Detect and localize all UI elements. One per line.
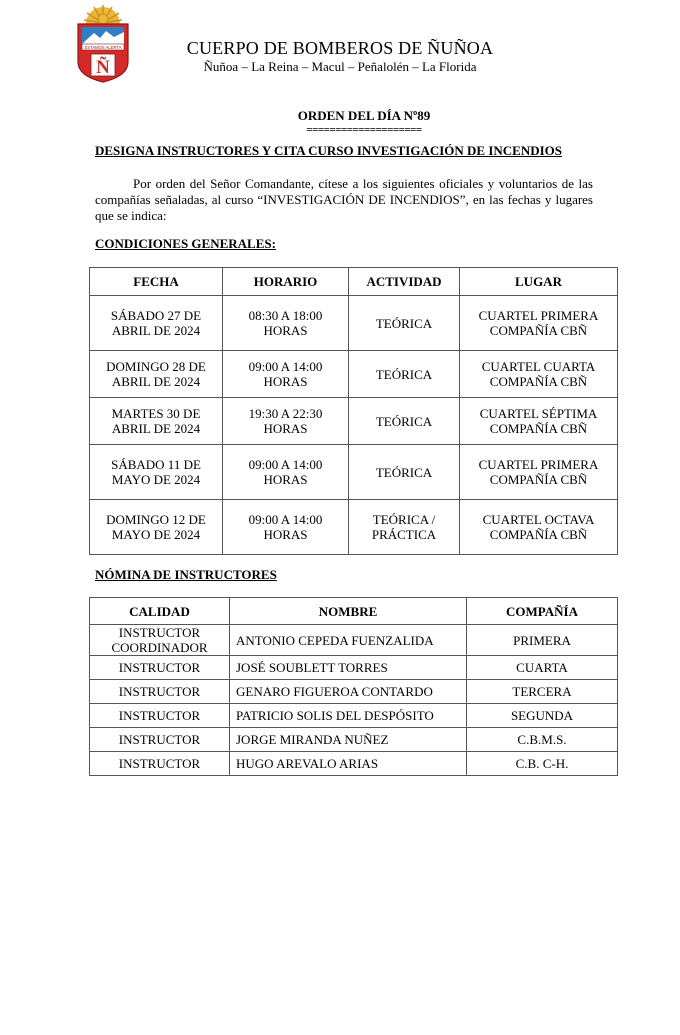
calidad-cell: INSTRUCTOR xyxy=(90,728,230,752)
nombre-cell: HUGO AREVALO ARIAS xyxy=(230,752,467,776)
instructor-row xyxy=(90,728,618,752)
nombre-cell: ANTONIO CEPEDA FUENZALIDA xyxy=(230,625,467,656)
nombre-cell: GENARO FIGUEROA CONTARDO xyxy=(230,680,467,704)
instructor-row xyxy=(90,704,618,728)
compania-cell: C.B. C-H. xyxy=(467,752,618,776)
lugar-cell: CUARTEL PRIMERA COMPAÑÍA CBÑ xyxy=(460,296,618,351)
compania-cell: TERCERA xyxy=(467,680,618,704)
actividad-cell: TEÓRICA xyxy=(349,398,460,445)
schedule-table xyxy=(89,267,618,555)
calidad-cell: INSTRUCTOR COORDINADOR xyxy=(90,625,230,656)
col-actividad: ACTIVIDAD xyxy=(349,268,460,296)
actividad-cell: TEÓRICA / PRÁCTICA xyxy=(349,500,460,555)
nombre-cell: JORGE MIRANDA NUÑEZ xyxy=(230,728,467,752)
actividad-cell: TEÓRICA xyxy=(349,351,460,398)
col-calidad: CALIDAD xyxy=(90,598,230,625)
conditions-heading: CONDICIONES GENERALES: xyxy=(95,236,276,251)
schedule-row xyxy=(90,351,618,398)
fecha-cell: MARTES 30 DE ABRIL DE 2024 xyxy=(90,398,223,445)
horario-cell: 09:00 A 14:00 HORAS xyxy=(223,500,349,555)
col-compania: COMPAÑÍA xyxy=(467,598,618,625)
fecha-cell: DOMINGO 12 DE MAYO DE 2024 xyxy=(90,500,223,555)
instructors-table xyxy=(89,597,618,776)
calidad-cell: INSTRUCTOR xyxy=(90,656,230,680)
lugar-cell: CUARTEL CUARTA COMPAÑÍA CBÑ xyxy=(460,351,618,398)
schedule-header-row xyxy=(90,268,618,296)
horario-cell: 08:30 A 18:00 HORAS xyxy=(223,296,349,351)
actividad-cell: TEÓRICA xyxy=(349,296,460,351)
order-subject: DESIGNA INSTRUCTORES Y CITA CURSO INVESTIGACIÓN DE INCENDIOS xyxy=(95,143,563,158)
instructor-row xyxy=(90,625,618,656)
schedule-row xyxy=(90,500,618,555)
compania-cell: C.B.M.S. xyxy=(467,728,618,752)
sun-rays-icon xyxy=(84,5,122,24)
svg-text:Ñ: Ñ xyxy=(96,57,110,78)
nombre-cell: JOSÉ SOUBLETT TORRES xyxy=(230,656,467,680)
fecha-cell: SÁBADO 11 DE MAYO DE 2024 xyxy=(90,445,223,500)
schedule-row xyxy=(90,445,618,500)
organization-name: CUERPO DE BOMBEROS DE ÑUÑOA xyxy=(186,38,494,58)
nombre-cell: PATRICIO SOLIS DEL DESPÓSITO xyxy=(230,704,467,728)
calidad-cell: INSTRUCTOR xyxy=(90,704,230,728)
schedule-row xyxy=(90,296,618,351)
compania-cell: SEGUNDA xyxy=(467,704,618,728)
fire-department-crest xyxy=(74,2,132,84)
col-fecha: FECHA xyxy=(90,268,223,296)
compania-cell: CUARTA xyxy=(467,656,618,680)
intro-paragraph: Por orden del Señor Comandante, cítese a los siguientes oficiales y voluntarios de las compañías señaladas, al curso “INVESTIGACIÓN DE INCENDIOS”, en las fechas y lugares que se indica: xyxy=(95,176,593,223)
svg-text:ESTAMOS ALERTA: ESTAMOS ALERTA xyxy=(84,44,122,50)
fecha-cell: DOMINGO 28 DE ABRIL DE 2024 xyxy=(90,351,223,398)
horario-cell: 19:30 A 22:30 HORAS xyxy=(223,398,349,445)
instructors-header-row xyxy=(90,598,618,625)
communes-line: Ñuñoa – La Reina – Macul – Peñalolén – La Florida xyxy=(203,59,477,74)
title-rule: ==================== xyxy=(306,124,422,136)
calidad-cell: INSTRUCTOR xyxy=(90,680,230,704)
instructor-row xyxy=(90,680,618,704)
col-horario: HORARIO xyxy=(223,268,349,296)
calidad-cell: INSTRUCTOR xyxy=(90,752,230,776)
actividad-cell: TEÓRICA xyxy=(349,445,460,500)
schedule-row xyxy=(90,398,618,445)
col-lugar: LUGAR xyxy=(460,268,618,296)
horario-cell: 09:00 A 14:00 HORAS xyxy=(223,445,349,500)
order-title: ORDEN DEL DÍA Nº89 xyxy=(297,108,431,123)
col-nombre: NOMBRE xyxy=(230,598,467,625)
instructors-heading: NÓMINA DE INSTRUCTORES xyxy=(95,567,277,582)
lugar-cell: CUARTEL PRIMERA COMPAÑÍA CBÑ xyxy=(460,445,618,500)
lugar-cell: CUARTEL SÉPTIMA COMPAÑÍA CBÑ xyxy=(460,398,618,445)
compania-cell: PRIMERA xyxy=(467,625,618,656)
instructor-row xyxy=(90,656,618,680)
fecha-cell: SÁBADO 27 DE ABRIL DE 2024 xyxy=(90,296,223,351)
lugar-cell: CUARTEL OCTAVA COMPAÑÍA CBÑ xyxy=(460,500,618,555)
instructor-row xyxy=(90,752,618,776)
horario-cell: 09:00 A 14:00 HORAS xyxy=(223,351,349,398)
